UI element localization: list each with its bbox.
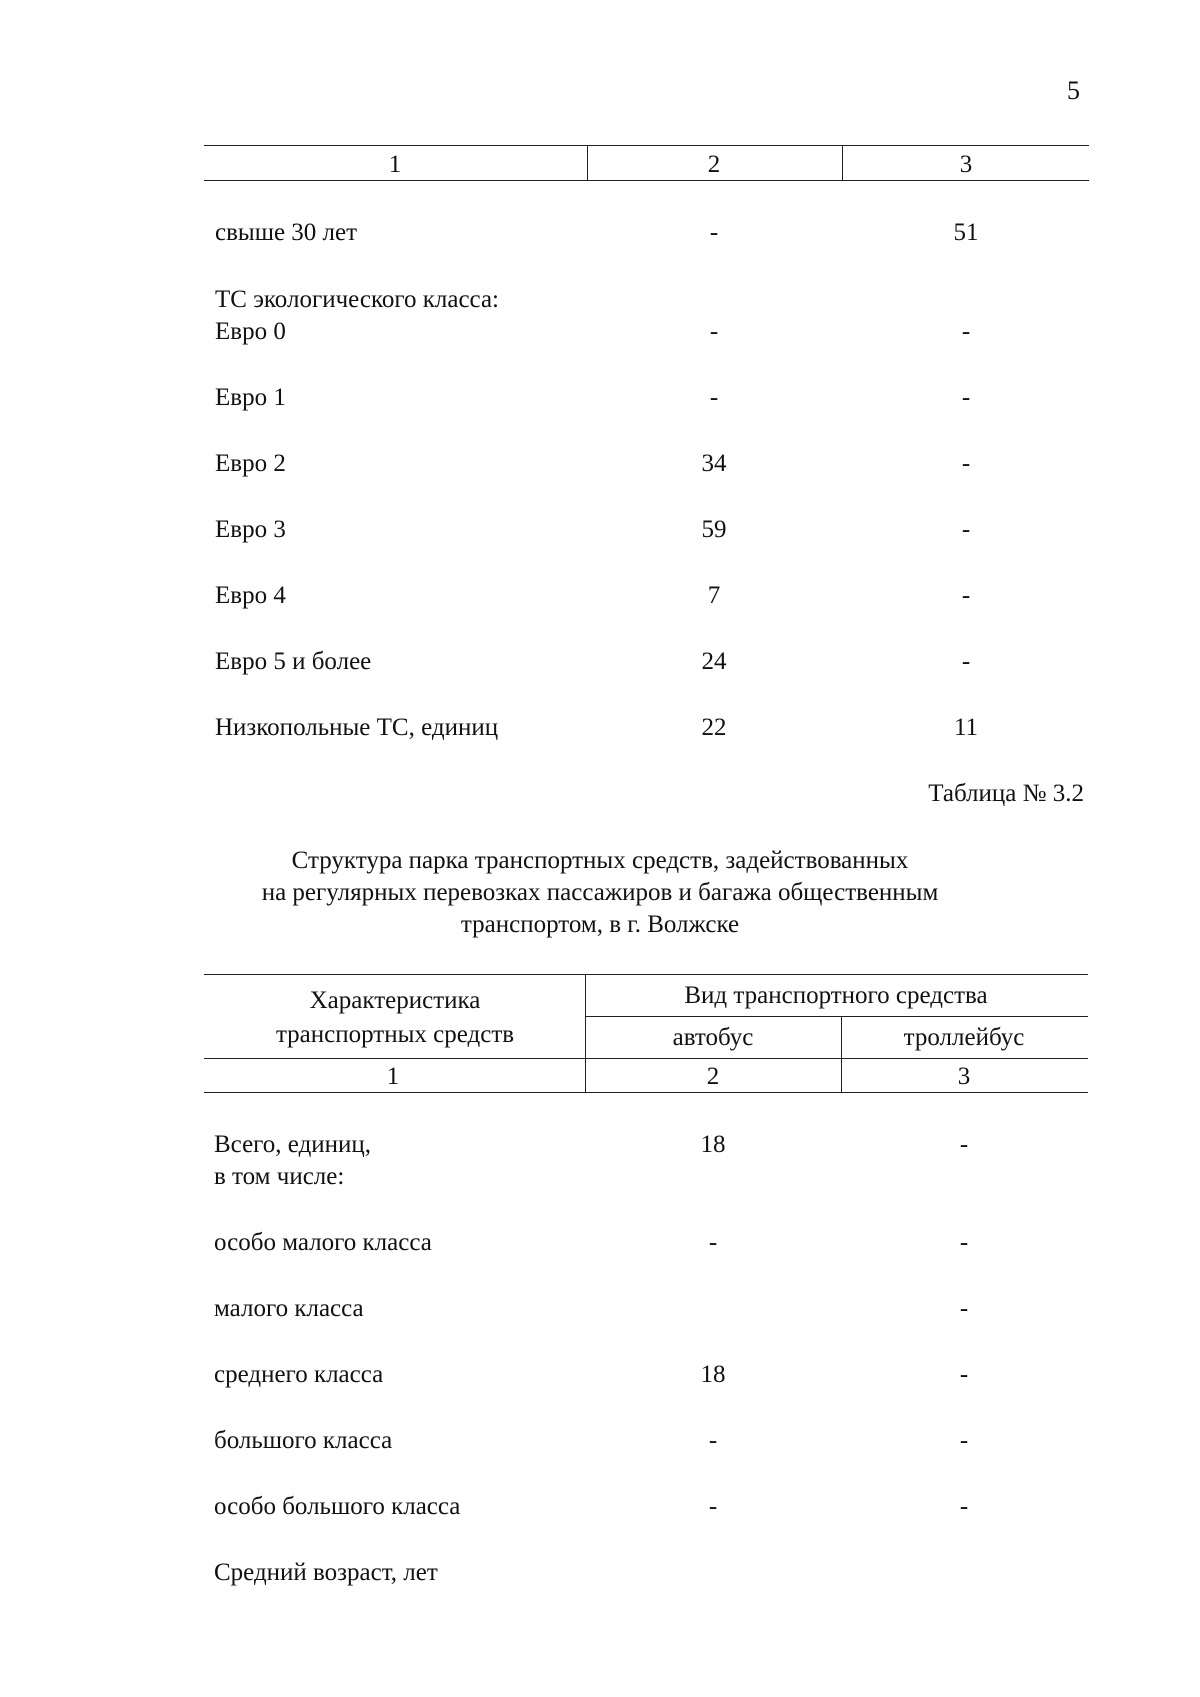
table2-top-border bbox=[204, 974, 1088, 975]
row-value-bus: 7 bbox=[707, 582, 721, 609]
table-caption: Таблица № 3.2 bbox=[928, 780, 1084, 807]
table1-col-number-2: 2 bbox=[707, 151, 721, 178]
row-label: Всего, единиц, bbox=[214, 1131, 372, 1158]
table-title-line-3: транспортом, в г. Волжске bbox=[460, 911, 740, 938]
row-label: Евро 0 bbox=[215, 318, 286, 345]
header-vehicle-type: Вид транспортного средства bbox=[684, 982, 988, 1009]
table1-col-number-1: 1 bbox=[388, 151, 402, 178]
row-label: Евро 4 bbox=[215, 582, 286, 609]
table2-col-divider-2 bbox=[841, 1016, 842, 1092]
row-value-bus: 18 bbox=[700, 1361, 726, 1388]
header-bus: автобус bbox=[672, 1024, 754, 1051]
header-characteristic-line-1: Характеристика bbox=[309, 987, 481, 1014]
table-title-line-1: Структура парка транспортных средств, задействованных bbox=[291, 847, 909, 874]
table-title-line-2: на регулярных перевозках пассажиров и багажа общественным bbox=[261, 879, 939, 906]
table1-header-bottom-border bbox=[204, 180, 1089, 181]
row-group-label: ТС экологического класса: bbox=[215, 286, 499, 313]
row-label: Евро 5 и более bbox=[215, 648, 372, 675]
row-value-bus: 34 bbox=[701, 450, 727, 477]
row-label: Низкопольные ТС, единиц bbox=[215, 714, 499, 741]
row-value-trolleybus: - bbox=[959, 1361, 969, 1388]
row-label: Евро 2 bbox=[215, 450, 286, 477]
table1-col-divider-2 bbox=[842, 145, 843, 180]
row-value-trolleybus: 51 bbox=[953, 219, 979, 246]
row-value-trolleybus: - bbox=[959, 1131, 969, 1158]
row-value-trolleybus: - bbox=[959, 1427, 969, 1454]
row-value-bus: - bbox=[708, 1493, 718, 1520]
table2-numbers-bottom-border bbox=[204, 1092, 1088, 1093]
row-label: малого класса bbox=[214, 1295, 364, 1322]
row-value-bus: - bbox=[709, 219, 719, 246]
row-label: свыше 30 лет bbox=[215, 219, 358, 246]
row-value-trolleybus: - bbox=[961, 582, 971, 609]
table1-col-divider-1 bbox=[587, 145, 588, 180]
row-value-trolleybus: - bbox=[959, 1295, 969, 1322]
table2-col-number-2: 2 bbox=[706, 1063, 720, 1090]
row-value-bus: 22 bbox=[701, 714, 727, 741]
row-value-bus: - bbox=[709, 318, 719, 345]
row-value-bus: 59 bbox=[701, 516, 727, 543]
row-value-bus: - bbox=[708, 1427, 718, 1454]
row-value-bus: - bbox=[708, 1229, 718, 1256]
table1-top-border bbox=[204, 145, 1089, 146]
table2-col-number-3: 3 bbox=[957, 1063, 971, 1090]
row-value-trolleybus: - bbox=[959, 1229, 969, 1256]
row-value-trolleybus: - bbox=[961, 648, 971, 675]
table2-subheader-border bbox=[586, 1016, 1088, 1017]
header-characteristic-line-2: транспортных средств bbox=[275, 1021, 515, 1048]
row-label: Евро 1 bbox=[215, 384, 286, 411]
table2-header-bottom-border bbox=[204, 1058, 1088, 1059]
row-value-bus: 24 bbox=[701, 648, 727, 675]
row-label: большого класса bbox=[214, 1427, 393, 1454]
row-label-continuation: в том числе: bbox=[214, 1163, 345, 1190]
table1-col-number-3: 3 bbox=[959, 151, 973, 178]
row-label: Средний возраст, лет bbox=[214, 1559, 438, 1586]
row-value-trolleybus: - bbox=[961, 318, 971, 345]
row-value-trolleybus: - bbox=[961, 384, 971, 411]
row-value-trolleybus: - bbox=[959, 1493, 969, 1520]
row-label: среднего класса bbox=[214, 1361, 384, 1388]
row-label: особо малого класса bbox=[214, 1229, 432, 1256]
row-label: особо большого класса bbox=[214, 1493, 461, 1520]
row-value-trolleybus: - bbox=[961, 516, 971, 543]
row-value-bus: - bbox=[709, 384, 719, 411]
row-value-trolleybus: - bbox=[961, 450, 971, 477]
row-value-bus: 18 bbox=[700, 1131, 726, 1158]
row-label: Евро 3 bbox=[215, 516, 286, 543]
page-number: 5 bbox=[1067, 76, 1080, 105]
header-trolleybus: троллейбус bbox=[903, 1024, 1025, 1051]
table2-col-divider-1 bbox=[585, 974, 586, 1092]
row-value-trolleybus: 11 bbox=[953, 714, 979, 741]
table2-col-number-1: 1 bbox=[386, 1063, 400, 1090]
